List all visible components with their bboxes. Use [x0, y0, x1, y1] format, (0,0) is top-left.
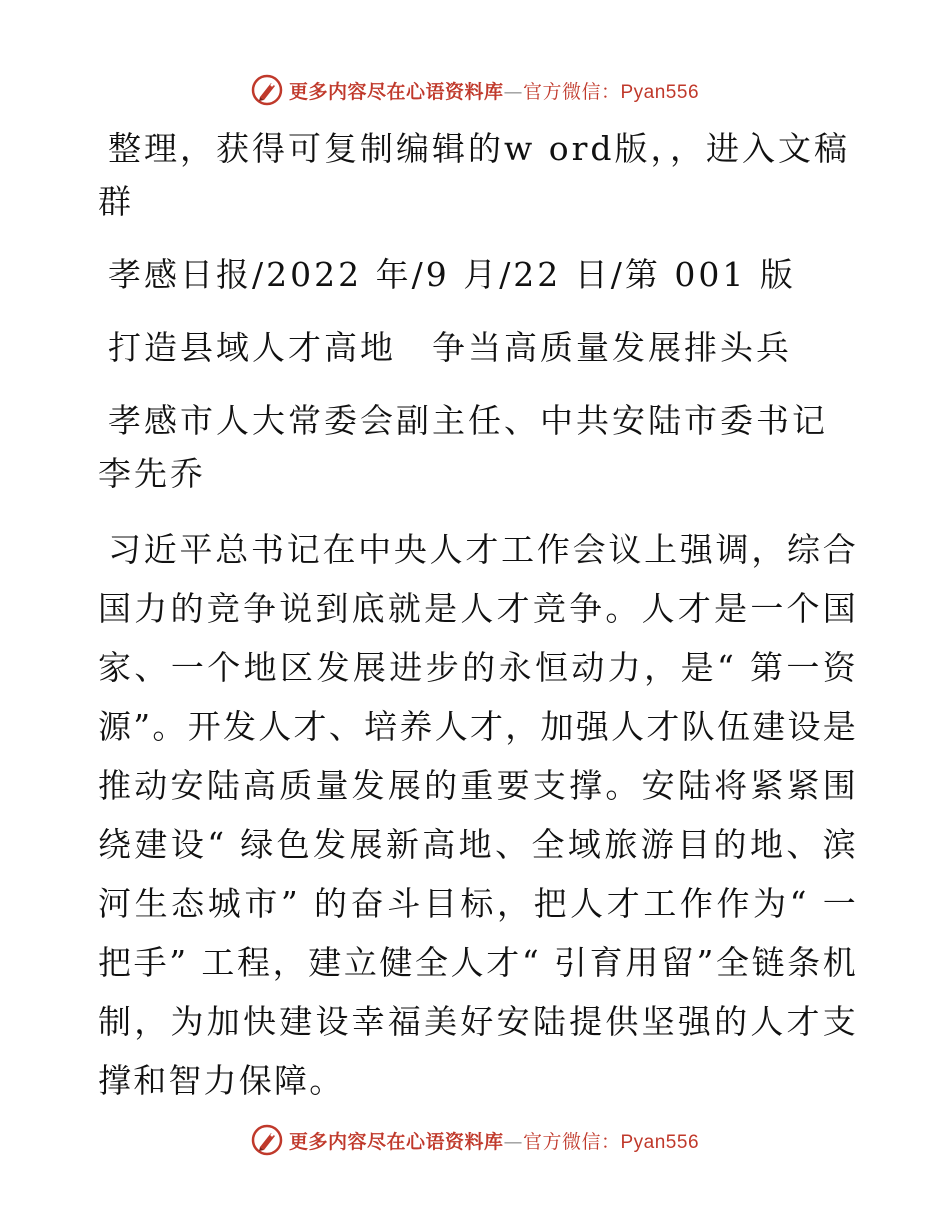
banner-text — [289, 77, 699, 104]
header-banner — [0, 70, 950, 110]
wechat-id: Pyan556 — [620, 1131, 700, 1153]
wechat-label: 官方微信： — [522, 80, 621, 103]
banner-separator: — — [503, 80, 523, 103]
author-line: 孝感市人大常委会副主任、中共安陆市委书记李先乔 — [98, 401, 828, 493]
headline: 打造县域人才高地 争当高质量发展排头兵 — [108, 328, 792, 367]
wechat-id: Pyan556 — [620, 81, 700, 103]
pen-logo-icon — [251, 74, 283, 106]
banner-text — [289, 1127, 699, 1154]
footer-banner — [0, 1120, 950, 1160]
library-promo-text: 更多内容尽在心语资料库 — [288, 1130, 504, 1153]
source-line: 孝感日报/2022 年/9 月/22 日/第 001 版 — [108, 255, 796, 294]
intro-note: 整理，获得可复制编辑的w ord版，，进入文稿群 — [98, 129, 851, 221]
pen-logo-icon — [251, 1124, 283, 1156]
wechat-label: 官方微信： — [522, 1130, 621, 1153]
body-paragraph: 习近平总书记在中央人才工作会议上强调，综合国力的竞争说到底就是人才竞争。人才是一个国家、一个地区发展进步的永恒动力，是“ 第一资源”。开发人才、培养人才，加强人才队伍建设是推动安陆高质量发展的重要支撑。安陆将紧紧围绕建设“ 绿色发展新高地、全域旅游目的地、滨河生态城市” 的奋斗目标，把人才工作作为“ 一把手” 工程，建立健全人才“ 引育用留”全链条机制，为加快建设幸福美好安陆提供坚强的人才支撑和智力保障。 — [98, 530, 858, 1100]
library-promo-text: 更多内容尽在心语资料库 — [288, 80, 504, 103]
document-body — [98, 122, 858, 1110]
banner-separator: — — [503, 1130, 523, 1153]
